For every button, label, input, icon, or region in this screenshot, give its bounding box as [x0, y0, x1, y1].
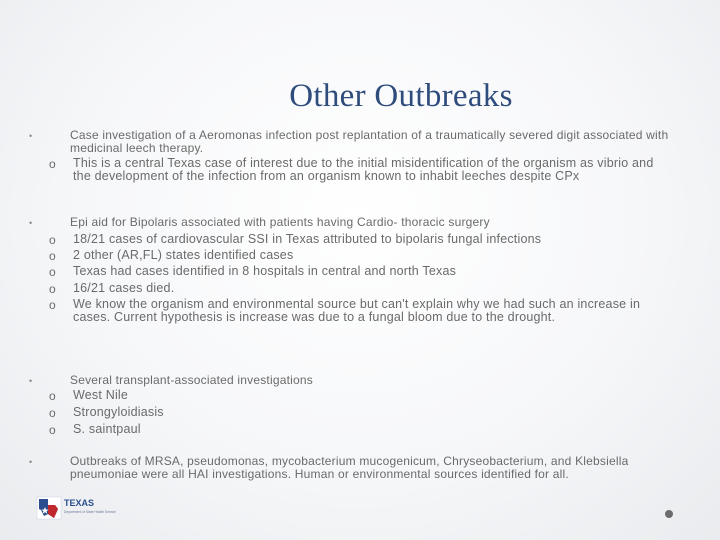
sub-mark: o	[49, 406, 56, 420]
bullet-text: Outbreaks of MRSA, pseudomonas, mycobacterium mucogenicum, Chryseobacterium, and Klebsiella pneumoniae were all HAI investigations. Human or environmental sources identified for all.	[70, 454, 629, 481]
sub-text: West Nile	[73, 388, 129, 402]
sub-mark: o	[49, 423, 56, 437]
texas-logo-icon	[36, 494, 116, 522]
sub-text: 16/21 cases died.	[73, 281, 175, 295]
corner-dot	[665, 510, 673, 518]
bullet-text: Several transplant-associated investigations	[70, 373, 313, 387]
sub-text: 2 other (AR,FL) states identified cases	[73, 248, 294, 262]
slide-title-text: Other Outbreaks	[289, 78, 513, 114]
sub-mark: o	[49, 298, 56, 312]
sub-mark: o	[49, 265, 56, 279]
bullet-mark: •	[29, 131, 33, 141]
texas-dshs-logo	[36, 494, 116, 522]
sub-mark: o	[49, 157, 56, 171]
sub-mark: o	[49, 233, 56, 247]
bullet-text: Epi aid for Bipolaris associated with patients having Cardio- thoracic surgery	[70, 215, 490, 229]
bullet-mark: •	[29, 457, 33, 467]
sub-text: Texas had cases identified in 8 hospitals in central and north Texas	[73, 264, 457, 278]
slide-title	[0, 78, 720, 115]
sub-mark: o	[49, 282, 56, 296]
sub-text: This is a central Texas case of interest due to the initial misidentification of the organism as vibrio and the development of the infection from an organism known to inhabit leeches despite CPx	[73, 156, 654, 183]
bullet-mark: •	[29, 376, 33, 386]
sub-text: Strongyloidiasis	[73, 405, 164, 419]
logo-text: TEXAS	[64, 498, 95, 508]
logo-subtext: Department of State Health Services	[64, 510, 116, 514]
bullet-mark: •	[29, 218, 33, 228]
sub-text: We know the organism and environmental source but can't explain why we had such an increase in cases. Current hypothesis is increase was due to a fungal bloom due to the drought.	[73, 297, 641, 324]
sub-mark: o	[49, 389, 56, 403]
sub-text: 18/21 cases of cardiovascular SSI in Texas attributed to bipolaris fungal infections	[73, 232, 542, 246]
sub-text: S. saintpaul	[73, 422, 141, 436]
sub-mark: o	[49, 249, 56, 263]
bullet-text: Case investigation of a Aeromonas infection post replantation of a traumatically severed digit associated with medicinal leech therapy.	[70, 128, 669, 155]
